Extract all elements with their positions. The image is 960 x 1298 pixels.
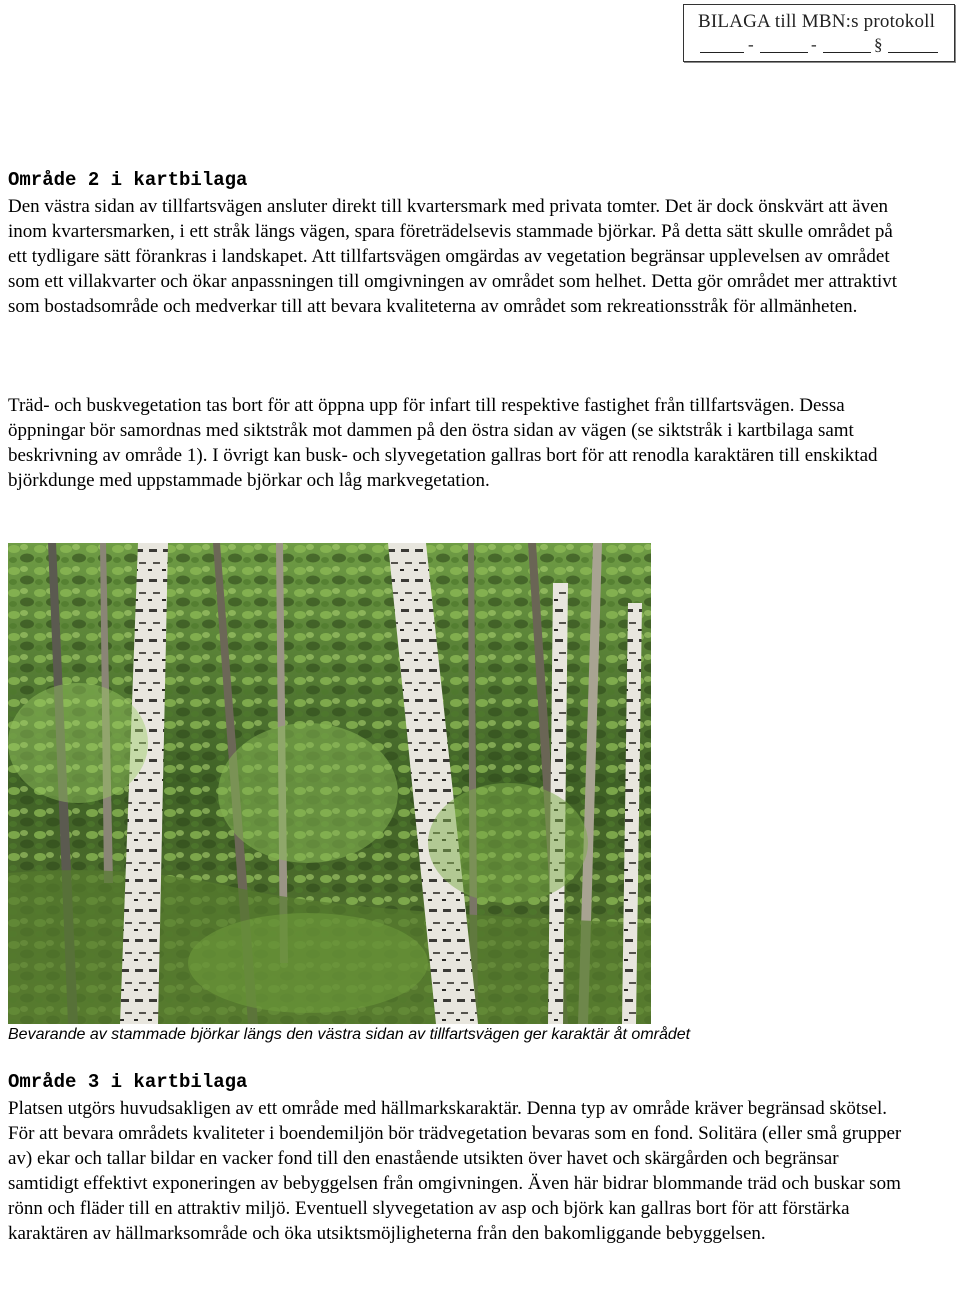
photo-caption: Bevarande av stammade björkar längs den västra sidan av tillfartsvägen ger karaktär åt området [8,1026,691,1043]
stamp-separator-1: - [748,35,754,54]
stamp-fill-line [698,35,948,57]
stamp-blank-4 [888,52,938,53]
section-2-paragraph-2: Träd- och buskvegetation tas bort för att öppna upp för infart till respektive fastighet från tillfartsvägen. Dessa öppningar bör samordnas med siktstråk mot dammen på den östra sidan av vägen (se siktstråk i kartbilaga samt beskrivning av område 1). I övrigt kan busk- och slyvegetation gallras bort för att renodla karaktären till enskiktad björkdunge med uppstammade björkar och låg markvegetation. [8,395,878,491]
section-3-paragraph-1: Platsen utgörs huvudsakligen av ett område med hällmarkskaraktär. Denna typ av område kräver begränsad skötsel. För att bevara områdets kvaliteter i boendemiljön bör trädvegetation bevaras som en fond. Solitära (eller små grupper av) ekar och tallar bildar en vacker fond till den enastående utsikten över havet och skärgården och begränsar samtidigt effektivt exponeringen av bebyggelsen från omgivningen. Även här bidrar blommande träd och buskar som rönn och fläder till en attraktiv miljö. Eventuell slyvegetation av asp och björk kan gallras bort för att förstärka karaktären av hällmarksområde och öka utsiktsmöjligheterna från den bakomliggande bebyggelsen. [8,1098,902,1244]
stamp-separator-2: - [811,35,817,54]
stamp-title: BILAGA till MBN:s protokoll [698,11,936,32]
stamp-blank-1 [700,52,744,53]
protocol-stamp [683,4,955,62]
section-2-heading: Område 2 i kartbilaga [8,169,248,191]
stamp-blank-3 [823,52,871,53]
stamp-section-sign: § [874,35,883,54]
birch-grove-photo [8,543,651,1024]
section-2-paragraph-1: Den västra sidan av tillfartsvägen ansluter direkt till kvartersmark med privata tomter. Det är dock önskvärt att även inom kvartersmarken, i ett stråk längs vägen, spara företrädelsevis stammade björkar. På detta sätt skulle området på ett tydligare sätt förankras i landskapet. Att tillfartsvägen omgärdas av vegetation begränsar upplevelsen av området som ett villakvarter och ökar anpassningen till omgivningen av området som helhet. Detta gör området mer attraktivt som bostadsområde och medverkar till att bevara kvaliteterna av området som rekreationsstråk för allmänheten. [8,196,898,317]
section-3-heading: Område 3 i kartbilaga [8,1071,248,1093]
stamp-blank-2 [760,52,808,53]
